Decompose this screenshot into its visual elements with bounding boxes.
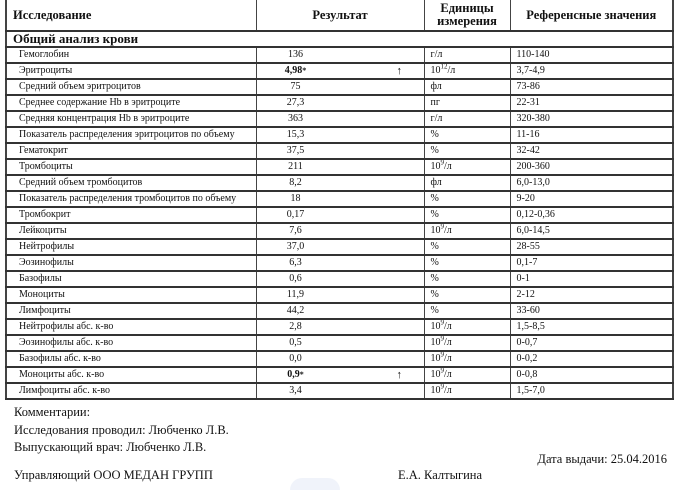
units-base: 10 (430, 225, 441, 236)
reference-range: 33-60 (510, 303, 673, 319)
units-cell (424, 239, 510, 255)
table-row (6, 127, 673, 143)
units-base: 10 (430, 65, 441, 76)
result-number: 7,6 (289, 225, 302, 236)
units-exponent: 9 (440, 335, 444, 343)
result-value (271, 288, 321, 302)
result-value (271, 128, 321, 142)
reference-range: 3,7-4,9 (510, 63, 673, 79)
units-suffix: /л (444, 161, 452, 172)
result-number: 37,5 (286, 145, 305, 156)
reference-range: 0-1 (510, 271, 673, 287)
units-cell (424, 335, 510, 351)
result-value (271, 64, 321, 78)
section-row (6, 31, 673, 47)
units-cell (424, 127, 510, 143)
test-name: Моноциты (6, 287, 256, 303)
units-suffix: /л (444, 369, 452, 380)
table-row (6, 239, 673, 255)
arrow-up-icon: ↑ (396, 369, 402, 381)
result-cell (256, 47, 424, 63)
test-name: Средний объем эритроцитов (6, 79, 256, 95)
reference-range: 9-20 (510, 191, 673, 207)
result-cell (256, 287, 424, 303)
units-cell (424, 79, 510, 95)
test-name: Показатель распределения эритроцитов по объему (6, 127, 256, 143)
table-row (6, 143, 673, 159)
result-value (271, 192, 321, 206)
result-value (271, 112, 321, 126)
units-suffix: /л (444, 321, 452, 332)
table-row (6, 335, 673, 351)
result-value (271, 336, 321, 350)
units-suffix: /л (444, 353, 452, 364)
test-name: Базофилы абс. к-во (6, 351, 256, 367)
result-value (271, 272, 321, 286)
result-value (271, 208, 321, 222)
test-name: Показатель распределения тромбоцитов по объему (6, 191, 256, 207)
result-cell (256, 319, 424, 335)
result-cell (256, 111, 424, 127)
units-cell (424, 303, 510, 319)
units-base: % (430, 257, 439, 268)
result-cell (256, 191, 424, 207)
units-base: 10 (430, 369, 441, 380)
result-cell (256, 175, 424, 191)
test-name: Тромбоциты (6, 159, 256, 175)
result-cell (256, 383, 424, 399)
result-number: 44,2 (286, 305, 305, 316)
result-cell (256, 127, 424, 143)
result-cell (256, 95, 424, 111)
result-value (271, 368, 321, 382)
units-cell (424, 191, 510, 207)
abnormal-flag: * (302, 66, 307, 75)
units-cell (424, 383, 510, 399)
table-row (6, 255, 673, 271)
test-name: Лейкоциты (6, 223, 256, 239)
result-number: 0,0 (289, 353, 302, 364)
section-title: Общий анализ крови (6, 31, 673, 47)
units-cell (424, 367, 510, 383)
units-base: % (430, 305, 439, 316)
reference-range: 1,5-8,5 (510, 319, 673, 335)
result-value (271, 80, 321, 94)
units-cell (424, 63, 510, 79)
table-row (6, 319, 673, 335)
results-table (5, 0, 674, 400)
result-value (271, 224, 321, 238)
result-cell (256, 303, 424, 319)
result-cell (256, 79, 424, 95)
units-base: г/л (430, 113, 443, 124)
test-name: Базофилы (6, 271, 256, 287)
reference-range: 32-42 (510, 143, 673, 159)
result-value (271, 144, 321, 158)
reference-range: 0,1-7 (510, 255, 673, 271)
test-name: Гемоглобин (6, 47, 256, 63)
units-base: % (430, 145, 439, 156)
reference-range: 2-12 (510, 287, 673, 303)
reference-range: 6,0-14,5 (510, 223, 673, 239)
units-exponent: 9 (440, 319, 444, 327)
result-value (271, 96, 321, 110)
units-cell (424, 47, 510, 63)
header-reference: Референсные значения (510, 0, 673, 31)
table-row (6, 191, 673, 207)
test-name: Эозинофилы (6, 255, 256, 271)
units-base: пг (430, 97, 440, 108)
reference-range: 28-55 (510, 239, 673, 255)
table-row (6, 111, 673, 127)
reference-range: 6,0-13,0 (510, 175, 673, 191)
units-base: 10 (430, 385, 441, 396)
units-exponent: 9 (440, 383, 444, 391)
units-base: % (430, 273, 439, 284)
units-cell (424, 111, 510, 127)
table-row (6, 47, 673, 63)
header-result: Результат (256, 0, 424, 31)
units-exponent: 9 (440, 351, 444, 359)
result-number: 0,17 (286, 209, 305, 220)
test-name: Средняя концентрация Hb в эритроците (6, 111, 256, 127)
result-value (271, 352, 321, 366)
header-units: Единицы измерения (424, 0, 510, 31)
result-cell (256, 207, 424, 223)
table-row (6, 383, 673, 399)
units-cell (424, 159, 510, 175)
result-cell (256, 255, 424, 271)
reference-range: 22-31 (510, 95, 673, 111)
units-cell (424, 95, 510, 111)
units-base: % (430, 193, 439, 204)
result-cell (256, 223, 424, 239)
reference-range: 0,12-0,36 (510, 207, 673, 223)
result-number: 8,2 (289, 177, 302, 188)
table-row (6, 79, 673, 95)
reference-range: 200-360 (510, 159, 673, 175)
manager-title: Управляющий ООО МЕДАН ГРУПП (14, 468, 213, 482)
result-number: 3,4 (289, 385, 302, 396)
reference-range: 320-380 (510, 111, 673, 127)
test-name: Нейтрофилы (6, 239, 256, 255)
reference-range: 11-16 (510, 127, 673, 143)
units-base: % (430, 209, 439, 220)
test-name: Среднее содержание Hb в эритроците (6, 95, 256, 111)
units-cell (424, 255, 510, 271)
result-number: 136 (288, 49, 303, 60)
test-name: Средний объем тромбоцитов (6, 175, 256, 191)
result-value (271, 240, 321, 254)
table-row (6, 159, 673, 175)
units-base: г/л (430, 49, 443, 60)
test-name: Нейтрофилы абс. к-во (6, 319, 256, 335)
header-name: Исследование (6, 0, 256, 31)
units-base: % (430, 289, 439, 300)
table-row (6, 287, 673, 303)
table-row (6, 175, 673, 191)
units-exponent: 12 (440, 63, 448, 71)
table-row (6, 271, 673, 287)
result-value (271, 304, 321, 318)
test-name: Лимфоциты абс. к-во (6, 383, 256, 399)
test-name: Эозинофилы абс. к-во (6, 335, 256, 351)
result-number: 27,3 (286, 97, 305, 108)
reference-range: 0-0,2 (510, 351, 673, 367)
result-value (271, 160, 321, 174)
result-cell (256, 239, 424, 255)
units-base: фл (430, 81, 442, 92)
result-value (271, 384, 321, 398)
stamp-remnant (290, 478, 340, 490)
result-number: 363 (288, 113, 303, 124)
units-cell (424, 143, 510, 159)
reference-range: 73-86 (510, 79, 673, 95)
test-name: Тромбокрит (6, 207, 256, 223)
result-number: 6,3 (289, 257, 302, 268)
result-number: 0,9 (287, 369, 300, 380)
units-base: % (430, 129, 439, 140)
units-base: 10 (430, 161, 441, 172)
result-cell (256, 271, 424, 287)
result-number: 15,3 (286, 129, 305, 140)
result-number: 18 (290, 193, 301, 204)
performed-by: Исследования проводил: Любченко Л.В. (14, 423, 229, 437)
units-suffix: /л (444, 225, 452, 236)
result-value (271, 48, 321, 62)
result-number: 37,0 (286, 241, 305, 252)
units-exponent: 9 (440, 367, 444, 375)
units-base: 10 (430, 321, 441, 332)
reference-range: 1,5-7,0 (510, 383, 673, 399)
abnormal-flag: * (299, 370, 304, 379)
units-base: фл (430, 177, 442, 188)
test-name: Гематокрит (6, 143, 256, 159)
units-suffix: /л (444, 337, 452, 348)
result-cell (256, 63, 424, 79)
table-row (6, 63, 673, 79)
reference-range: 110-140 (510, 47, 673, 63)
arrow-up-icon: ↑ (396, 65, 402, 77)
result-number: 0,6 (289, 273, 302, 284)
result-cell (256, 367, 424, 383)
result-value (271, 320, 321, 334)
units-base: 10 (430, 353, 441, 364)
reference-range: 0-0,8 (510, 367, 673, 383)
units-cell (424, 351, 510, 367)
units-exponent: 9 (440, 159, 444, 167)
result-value (271, 176, 321, 190)
header-row (6, 0, 673, 31)
table-row (6, 367, 673, 383)
result-cell (256, 143, 424, 159)
signer-name: Е.А. Калтыгина (398, 468, 483, 482)
result-number: 2,8 (289, 321, 302, 332)
table-row (6, 223, 673, 239)
units-cell (424, 287, 510, 303)
table-row (6, 207, 673, 223)
units-cell (424, 271, 510, 287)
table-row (6, 351, 673, 367)
result-number: 11,9 (286, 289, 305, 300)
units-base: 10 (430, 337, 441, 348)
issuing-doctor: Выпускающий врач: Любченко Л.В. (14, 440, 207, 454)
result-number: 0,5 (289, 337, 302, 348)
units-cell (424, 319, 510, 335)
units-base: % (430, 241, 439, 252)
test-name: Моноциты абс. к-во (6, 367, 256, 383)
units-cell (424, 207, 510, 223)
units-exponent: 9 (440, 223, 444, 231)
units-cell (424, 223, 510, 239)
table-row (6, 303, 673, 319)
units-cell (424, 175, 510, 191)
test-name: Лимфоциты (6, 303, 256, 319)
result-number: 4,98 (284, 65, 303, 76)
comments-label: Комментарии: (14, 405, 91, 419)
result-cell (256, 159, 424, 175)
result-value (271, 256, 321, 270)
result-cell (256, 351, 424, 367)
issue-date: Дата выдачи: 25.04.2016 (537, 452, 667, 466)
test-name: Эритроциты (6, 63, 256, 79)
result-number: 75 (290, 81, 301, 92)
reference-range: 0-0,7 (510, 335, 673, 351)
result-cell (256, 335, 424, 351)
result-number: 211 (288, 161, 303, 172)
units-suffix: /л (447, 65, 456, 76)
units-suffix: /л (444, 385, 452, 396)
table-row (6, 95, 673, 111)
